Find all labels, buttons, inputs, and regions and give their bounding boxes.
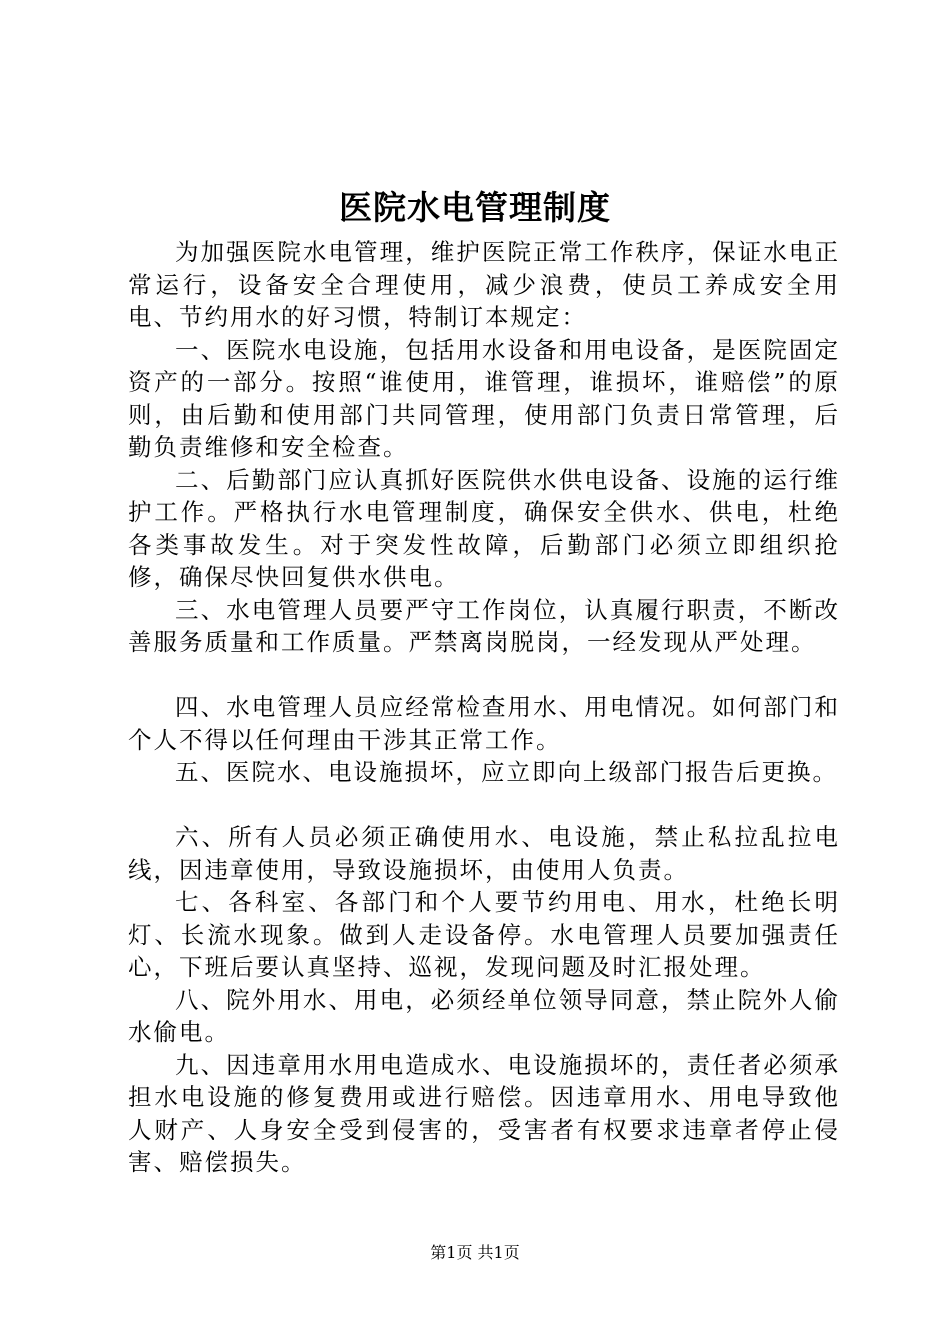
- clause-4-paragraph: 四、水电管理人员应经常检查用水、用电情况。如何部门和个人不得以任何理由干涉其正常工作。: [128, 693, 840, 754]
- intro-paragraph: 为加强医院水电管理，维护医院正常工作秩序，保证水电正常运行，设备安全合理使用，减少浪费，使员工养成安全用电、节约用水的好习惯，特制订本规定：: [128, 238, 840, 331]
- clause-8-paragraph: 八、院外用水、用电，必须经单位领导同意，禁止院外人偷水偷电。: [128, 985, 840, 1046]
- document-body: [128, 236, 840, 1179]
- clause-7-paragraph: 七、各科室、各部门和个人要节约用电、用水，杜绝长明灯、长流水现象。做到人走设备停。水电管理人员要加强责任心，下班后要认真坚持、巡视，发现问题及时汇报处理。: [128, 888, 840, 981]
- page-footer: 第1页 共1页: [430, 1243, 520, 1262]
- clause-2-paragraph: 二、后勤部门应认真抓好医院供水供电设备、设施的运行维护工作。严格执行水电管理制度，确保安全供水、供电，杜绝各类事故发生。对于突发性故障，后勤部门必须立即组织抢修，确保尽快回复供水供电。: [128, 465, 840, 591]
- clause-3-paragraph: 三、水电管理人员要严守工作岗位，认真履行职责，不断改善服务质量和工作质量。严禁离岗脱岗，一经发现从严处理。: [128, 595, 840, 656]
- clause-5-paragraph: 五、医院水、电设施损坏，应立即向上级部门报告后更换。: [175, 758, 838, 786]
- clause-6-paragraph: 六、所有人员必须正确使用水、电设施，禁止私拉乱拉电线，因违章使用，导致设施损坏，由使用人负责。: [128, 823, 840, 884]
- document-title: 医院水电管理制度: [339, 188, 611, 227]
- clause-9-paragraph: 九、因违章用水用电造成水、电设施损坏的，责任者必须承担水电设施的修复费用或进行赔偿。因违章用水、用电导致他人财产、人身安全受到侵害的，受害者有权要求违章者停止侵害、赔偿损失。: [128, 1050, 840, 1176]
- clause-1-paragraph: 一、医院水电设施，包括用水设备和用电设备，是医院固定资产的一部分。按照“谁使用，谁管理，谁损坏，谁赔偿”的原则，由后勤和使用部门共同管理，使用部门负责日常管理，后勤负责维修和安全检查。: [128, 335, 840, 461]
